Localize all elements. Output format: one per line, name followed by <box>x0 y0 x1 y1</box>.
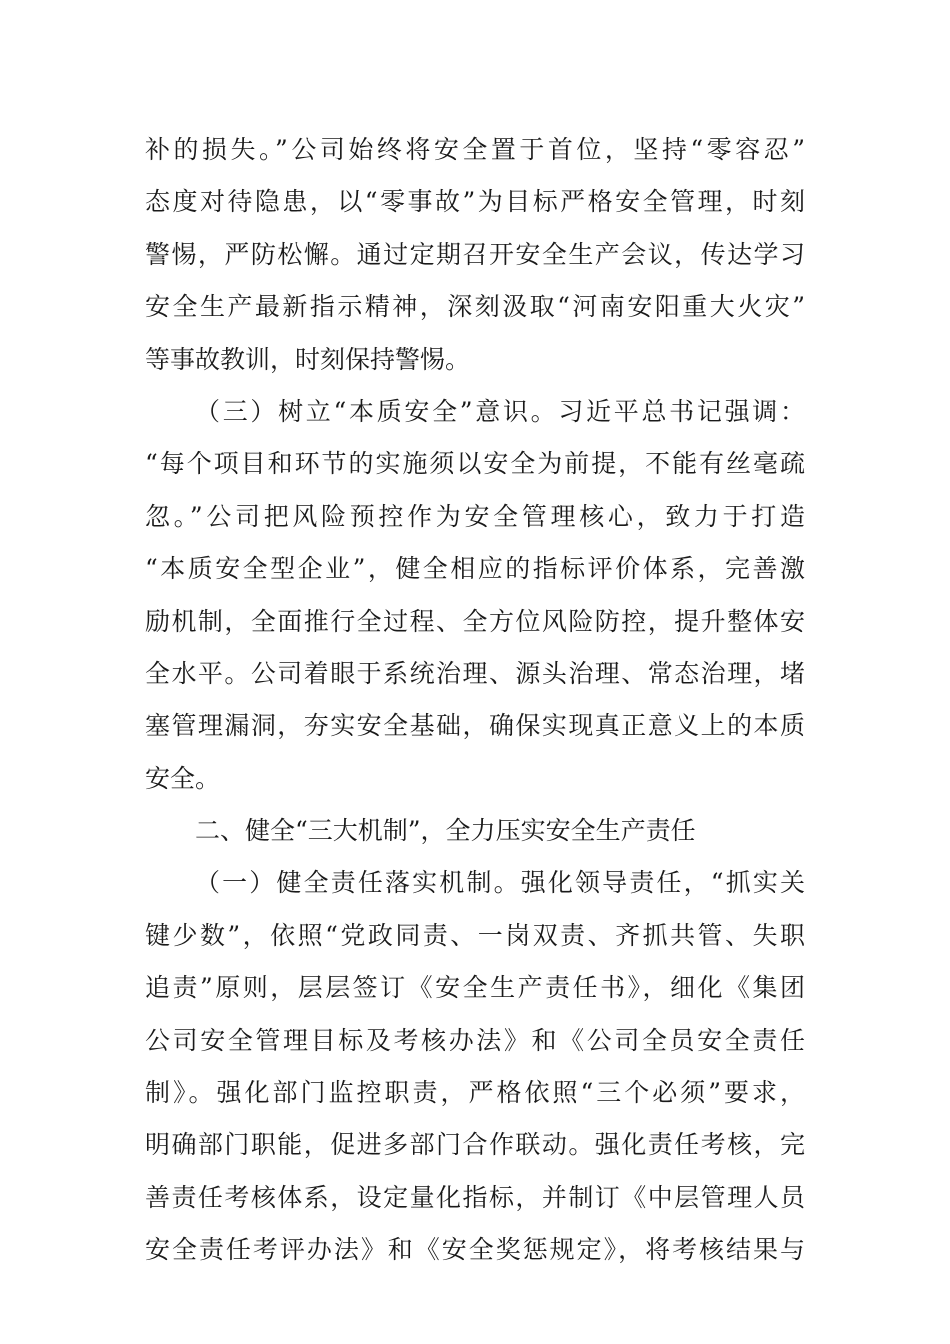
text-line: 安全生产最新指示精神，深刻汲取“河南安阳重大火灾” <box>145 292 805 322</box>
section-heading-2: 二、健全“三大机制”，全力压实安全生产责任 <box>195 816 696 846</box>
subsection-heading-1: （一）健全责任落实机制。强化领导责任，“抓实关 <box>195 868 805 898</box>
section-heading-3: （三）树立“本质安全”意识。习近平总书记强调： <box>195 396 805 426</box>
text-line: “本质安全型企业”，健全相应的指标评价体系，完善激 <box>145 554 805 584</box>
text-line: “每个项目和环节的实施须以安全为前提，不能有丝毫疏 <box>145 449 805 479</box>
text-line: 制》。强化部门监控职责，严格依照“三个必须”要求， <box>145 1078 805 1108</box>
text-line: 励机制，全面推行全过程、全方位风险防控，提升整体安 <box>145 606 805 636</box>
text-line: 补的损失。”公司始终将安全置于首位，坚持“零容忍” <box>145 135 805 164</box>
text-line: 安全责任考评办法》和《安全奖惩规定》，将考核结果与 <box>145 1235 805 1265</box>
text-line: 全水平。公司着眼于系统治理、源头治理、常态治理，堵 <box>145 658 805 688</box>
text-line: 公司安全管理目标及考核办法》和《公司全员安全责任 <box>145 1025 805 1055</box>
text-line: 忽。”公司把风险预控作为安全管理核心，致力于打造 <box>145 501 805 531</box>
text-line: 等事故教训，时刻保持警惕。 <box>145 344 471 374</box>
text-line: 塞管理漏洞，夯实安全基础，确保实现真正意义上的本质 <box>145 711 805 741</box>
text-line: 明确部门职能，促进多部门合作联动。强化责任考核，完 <box>145 1130 805 1160</box>
text-line: 态度对待隐患，以“零事故”为目标严格安全管理，时刻 <box>145 187 805 217</box>
text-line: 安全。 <box>145 763 221 793</box>
text-line: 键少数”，依照“党政同责、一岗双责、齐抓共管、失职 <box>145 920 805 950</box>
text-line: 善责任考核体系，设定量化指标，并制订《中层管理人员 <box>145 1182 805 1212</box>
text-line: 追责”原则，层层签订《安全生产责任书》，细化《集团 <box>145 973 805 1003</box>
text-line: 警惕，严防松懈。通过定期召开安全生产会议，传达学习 <box>145 239 805 269</box>
